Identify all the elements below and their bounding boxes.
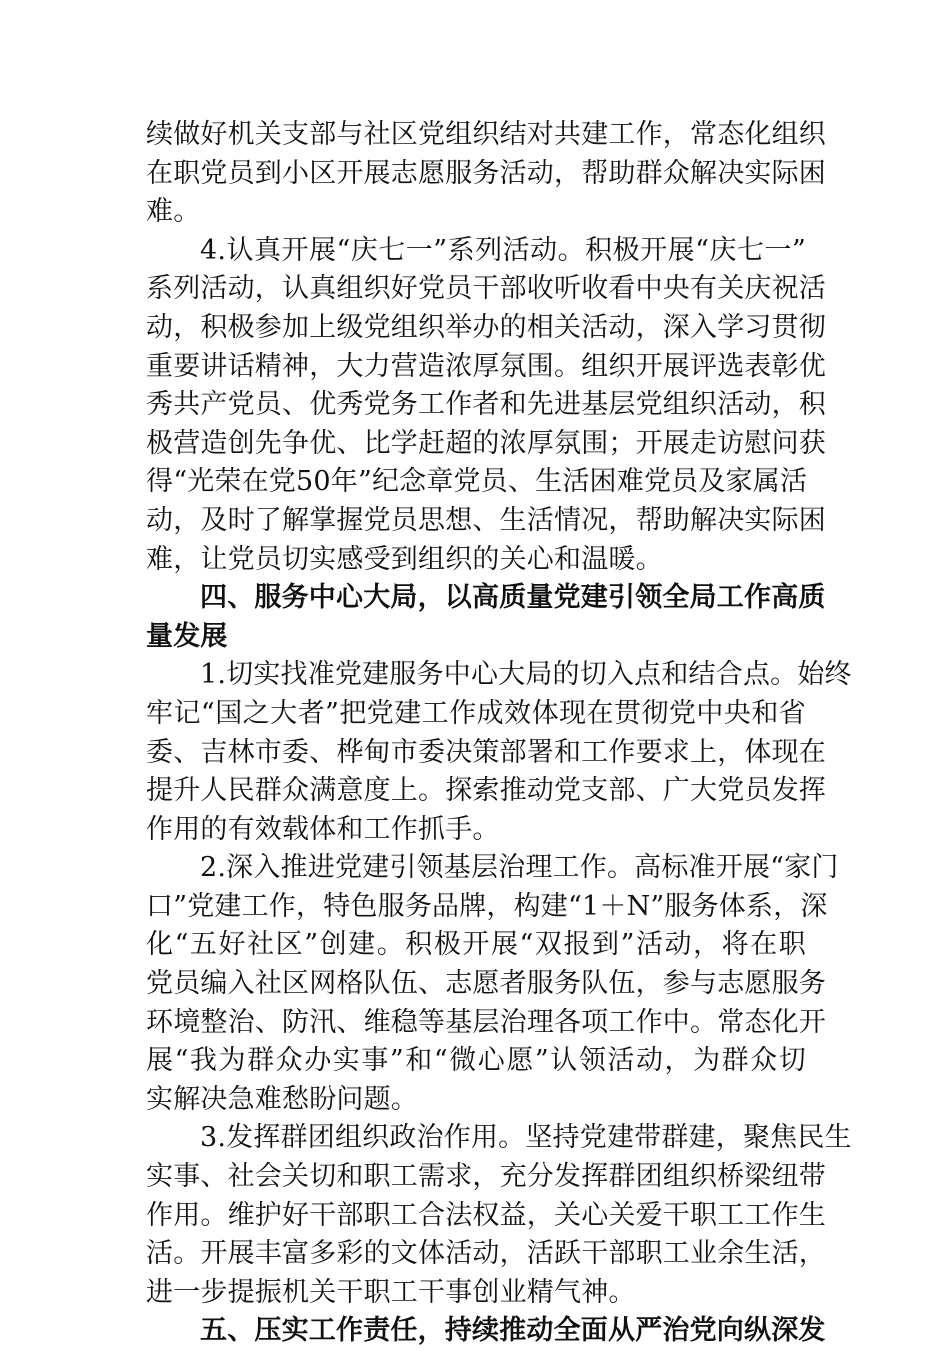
paragraph-line: 动，及时了解掌握党员思想、生活情况，帮助解决实际困 [146, 504, 826, 536]
paragraph-line: 4.认真开展“庆七一”系列活动。积极开展“庆七一” [200, 234, 806, 266]
paragraph-line: 得“光荣在党50年”纪念章党员、生活困难党员及家属活 [146, 466, 808, 498]
paragraph-line: 牢记“国之大者”把党建工作成效体现在贯彻党中央和省 [146, 697, 806, 729]
section-heading-line: 四、服务中心大局，以高质量党建引领全局工作高质 [200, 582, 826, 614]
paragraph-line: 在职党员到小区开展志愿服务活动，帮助群众解决实际困 [146, 157, 826, 189]
paragraph-line: 活。开展丰富多彩的文体活动，活跃干部职工业余生活， [146, 1238, 826, 1270]
section-heading-line: 五、压实工作责任，持续推动全面从严治党向纵深发 [200, 1315, 826, 1347]
section-heading-line: 量发展 [146, 620, 228, 652]
paragraph-line: 实事、社会关切和职工需求，充分发挥群团组织桥梁纽带 [146, 1161, 826, 1193]
paragraph-line: 环境整治、防汛、维稳等基层治理各项工作中。常态化开 [146, 1006, 826, 1038]
paragraph-line: 难，让党员切实感受到组织的关心和温暖。 [146, 543, 663, 575]
paragraph-line: 秀共产党员、优秀党务工作者和先进基层党组织活动，积 [146, 389, 826, 421]
paragraph-line: 展“我为群众办实事”和“微心愿”认领活动，为群众切 [146, 1045, 806, 1077]
paragraph-line: 作用。维护好干部职工合法权益，关心关爱干职工工作生 [146, 1199, 826, 1231]
document-page [146, 116, 852, 1351]
paragraph-line: 难。 [146, 196, 201, 228]
paragraph-line: 极营造创先争优、比学赶超的浓厚氛围；开展走访慰问获 [146, 427, 826, 459]
paragraph-line: 提升人民群众满意度上。探索推动党支部、广大党员发挥 [146, 775, 826, 807]
paragraph-line: 2.深入推进党建引领基层治理工作。高标准开展“家门 [200, 852, 839, 884]
paragraph-line: 1.切实找准党建服务中心大局的切入点和结合点。始终 [200, 659, 852, 691]
paragraph-line: 党员编入社区网格队伍、志愿者服务队伍，参与志愿服务 [146, 968, 826, 1000]
paragraph-line: 重要讲话精神，大力营造浓厚氛围。组织开展评选表彰优 [146, 350, 826, 382]
paragraph-line: 3.发挥群团组织政治作用。坚持党建带群建，聚焦民生 [200, 1122, 852, 1154]
paragraph-line: 续做好机关支部与社区党组织结对共建工作，常态化组织 [146, 119, 826, 150]
paragraph-line: 系列活动，认真组织好党员干部收听收看中央有关庆祝活 [146, 273, 826, 305]
paragraph-line: 口”党建工作，特色服务品牌，构建“1＋N”服务体系，深 [146, 890, 828, 922]
paragraph-line: 委、吉林市委、桦甸市委决策部署和工作要求上，体现在 [146, 736, 826, 768]
paragraph-line: 化“五好社区”创建。积极开展“双报到”活动，将在职 [146, 929, 806, 961]
paragraph-line: 动，积极参加上级党组织举办的相关活动，深入学习贯彻 [146, 311, 826, 343]
paragraph-line: 实解决急难愁盼问题。 [146, 1083, 418, 1115]
paragraph-line: 作用的有效载体和工作抓手。 [146, 813, 500, 845]
paragraph-line: 进一步提振机关干职工干事创业精气神。 [146, 1276, 636, 1308]
